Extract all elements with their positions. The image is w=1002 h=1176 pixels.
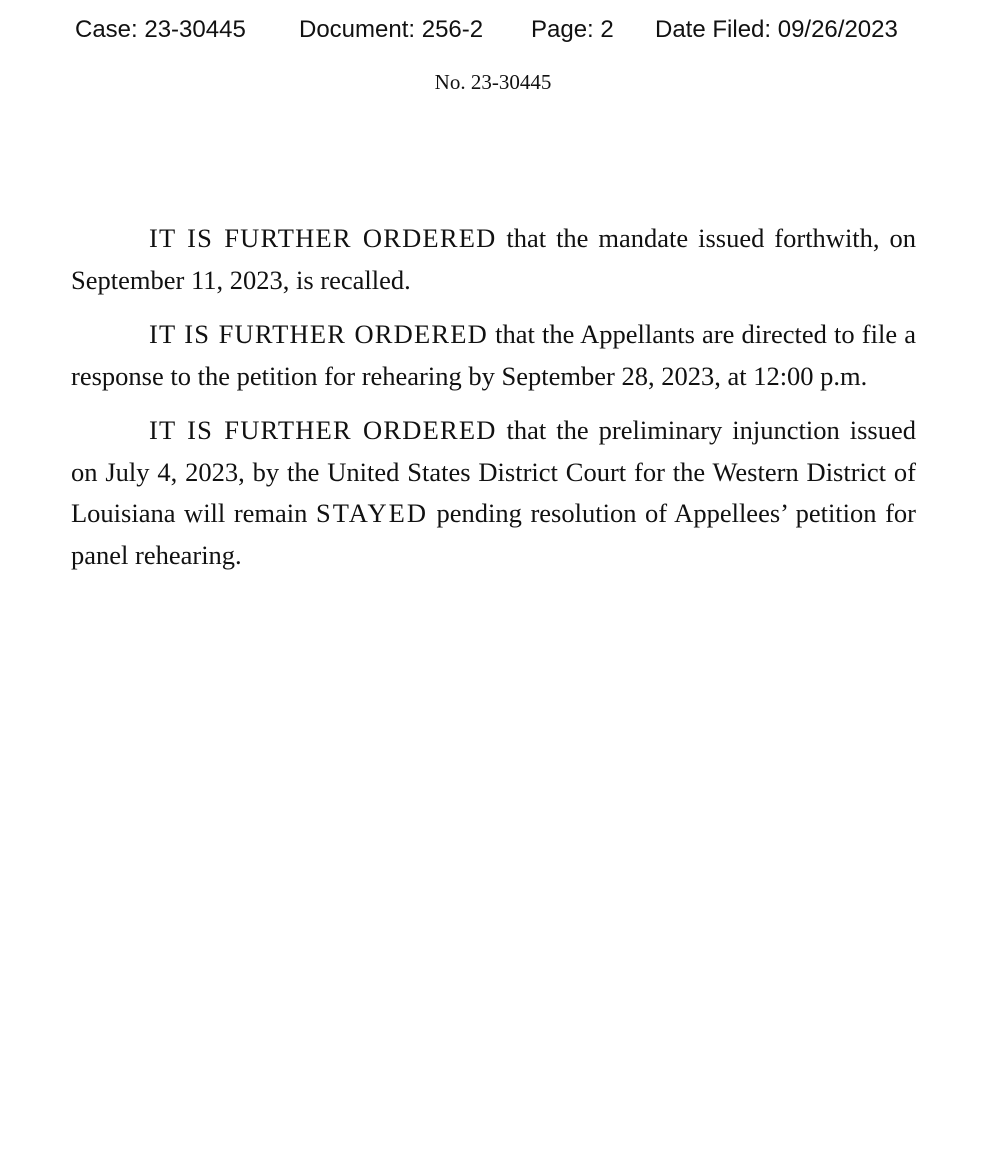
order-paragraph-text: that the mandate issued forthwith, on September 11, 2023, is recalled. (71, 223, 916, 295)
stayed-emphasis: STAYED (315, 498, 428, 528)
order-paragraph-text: pending resolution of Appellees’ petition for panel rehearing. (71, 498, 916, 570)
order-paragraph-response-deadline (71, 314, 916, 397)
order-lead-caps: IT IS FURTHER ORDERED (149, 415, 497, 445)
page-number-stamp: Page: 2 (531, 16, 614, 43)
order-paragraph-text: that the preliminary injunction issued on July 4, 2023, by the United States District Court for the Western District of Louisiana will remain (71, 415, 916, 528)
order-paragraph-recall-mandate (71, 218, 916, 301)
date-filed-stamp: Date Filed: 09/26/2023 (655, 16, 898, 43)
order-paragraph-text: that the Appellants are directed to file a response to the petition for rehearing by September 28, 2023, at 12:00 p.m. (71, 319, 916, 391)
order-body (71, 218, 916, 589)
docket-number: No. 23-30445 (434, 70, 552, 94)
order-lead-caps: IT IS FURTHER ORDERED (149, 319, 489, 349)
case-number-stamp: Case: 23-30445 (75, 16, 246, 43)
order-paragraph-injunction-stay (71, 410, 916, 576)
document-number-stamp: Document: 256-2 (299, 16, 484, 43)
ecf-filing-header (0, 13, 1002, 47)
order-lead-caps: IT IS FURTHER ORDERED (149, 223, 497, 253)
